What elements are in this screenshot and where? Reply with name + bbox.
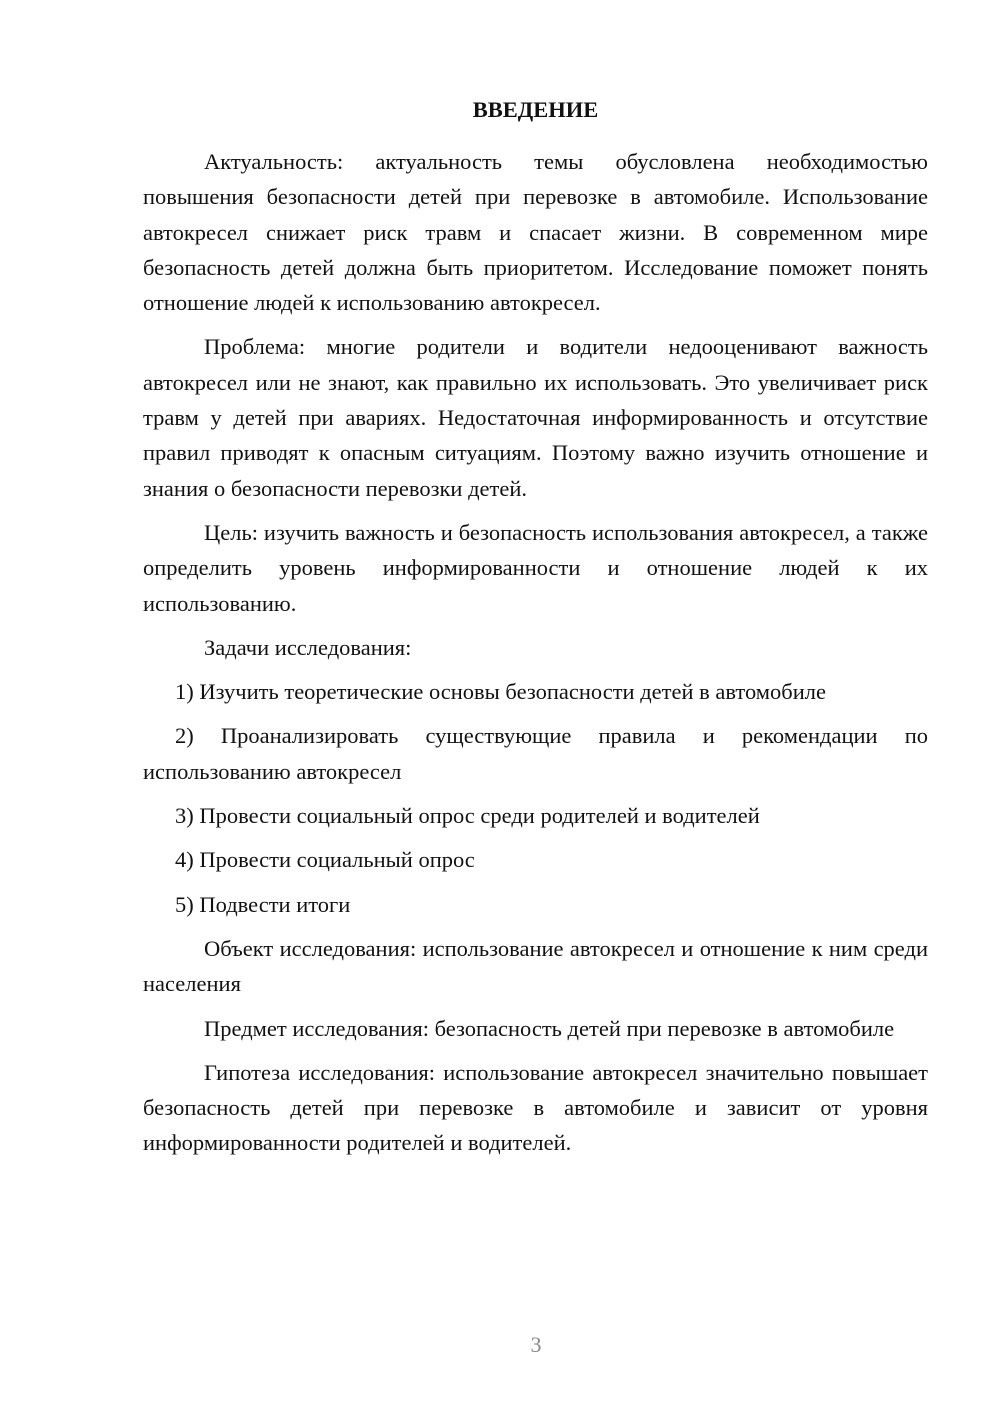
section-heading: ВВЕДЕНИЕ bbox=[472, 97, 599, 122]
task-item-4: 4) Провести социальный опрос bbox=[175, 847, 475, 873]
task-item-3: 3) Провести социальный опрос среди родителей и водителей bbox=[175, 803, 760, 829]
goal-paragraph: Цель: изучить важность и безопасность использования автокресел, а также определить уровень информированности и отношение людей к их использованию. bbox=[143, 519, 928, 616]
tasks-heading: Задачи исследования: bbox=[204, 634, 412, 660]
page-content bbox=[143, 90, 928, 1170]
task-item-2: 2) Проанализировать существующие правила и рекомендации по использованию автокресел bbox=[143, 723, 928, 784]
task-item-5: 5) Подвести итоги bbox=[175, 891, 351, 917]
page-number: 3 bbox=[530, 1332, 542, 1357]
problem-paragraph: Проблема: многие родители и водители недооценивают важность автокресел или не знают, как правильно их использовать. Это увеличивает риск травм у детей при авариях. Недостаточная информированность и отсутствие правил приводят к опасным ситуациям. Поэтому важно изучить отношение и знания о безопасности перевозки детей. bbox=[143, 334, 928, 501]
object-paragraph: Объект исследования: использование автокресел и отношение к ним среди населения bbox=[143, 935, 928, 997]
relevance-paragraph: Актуальность: актуальность темы обусловлена необходимостью повышения безопасности детей при перевозке в автомобиле. Использование автокресел снижает риск травм и спасает жизни. В современном мире безопасность детей должна быть приоритетом. Исследование поможет понять отношение людей к использованию автокресел. bbox=[143, 149, 928, 316]
subject-paragraph: Предмет исследования: безопасность детей при перевозке в автомобиле bbox=[204, 1015, 895, 1041]
task-item-1: 1) Изучить теоретические основы безопасности детей в автомобиле bbox=[175, 679, 826, 705]
hypothesis-paragraph: Гипотеза исследования: использование автокресел значительно повышает безопасность детей при перевозке в автомобиле и зависит от уровня информированности родителей и водителей. bbox=[143, 1059, 928, 1156]
